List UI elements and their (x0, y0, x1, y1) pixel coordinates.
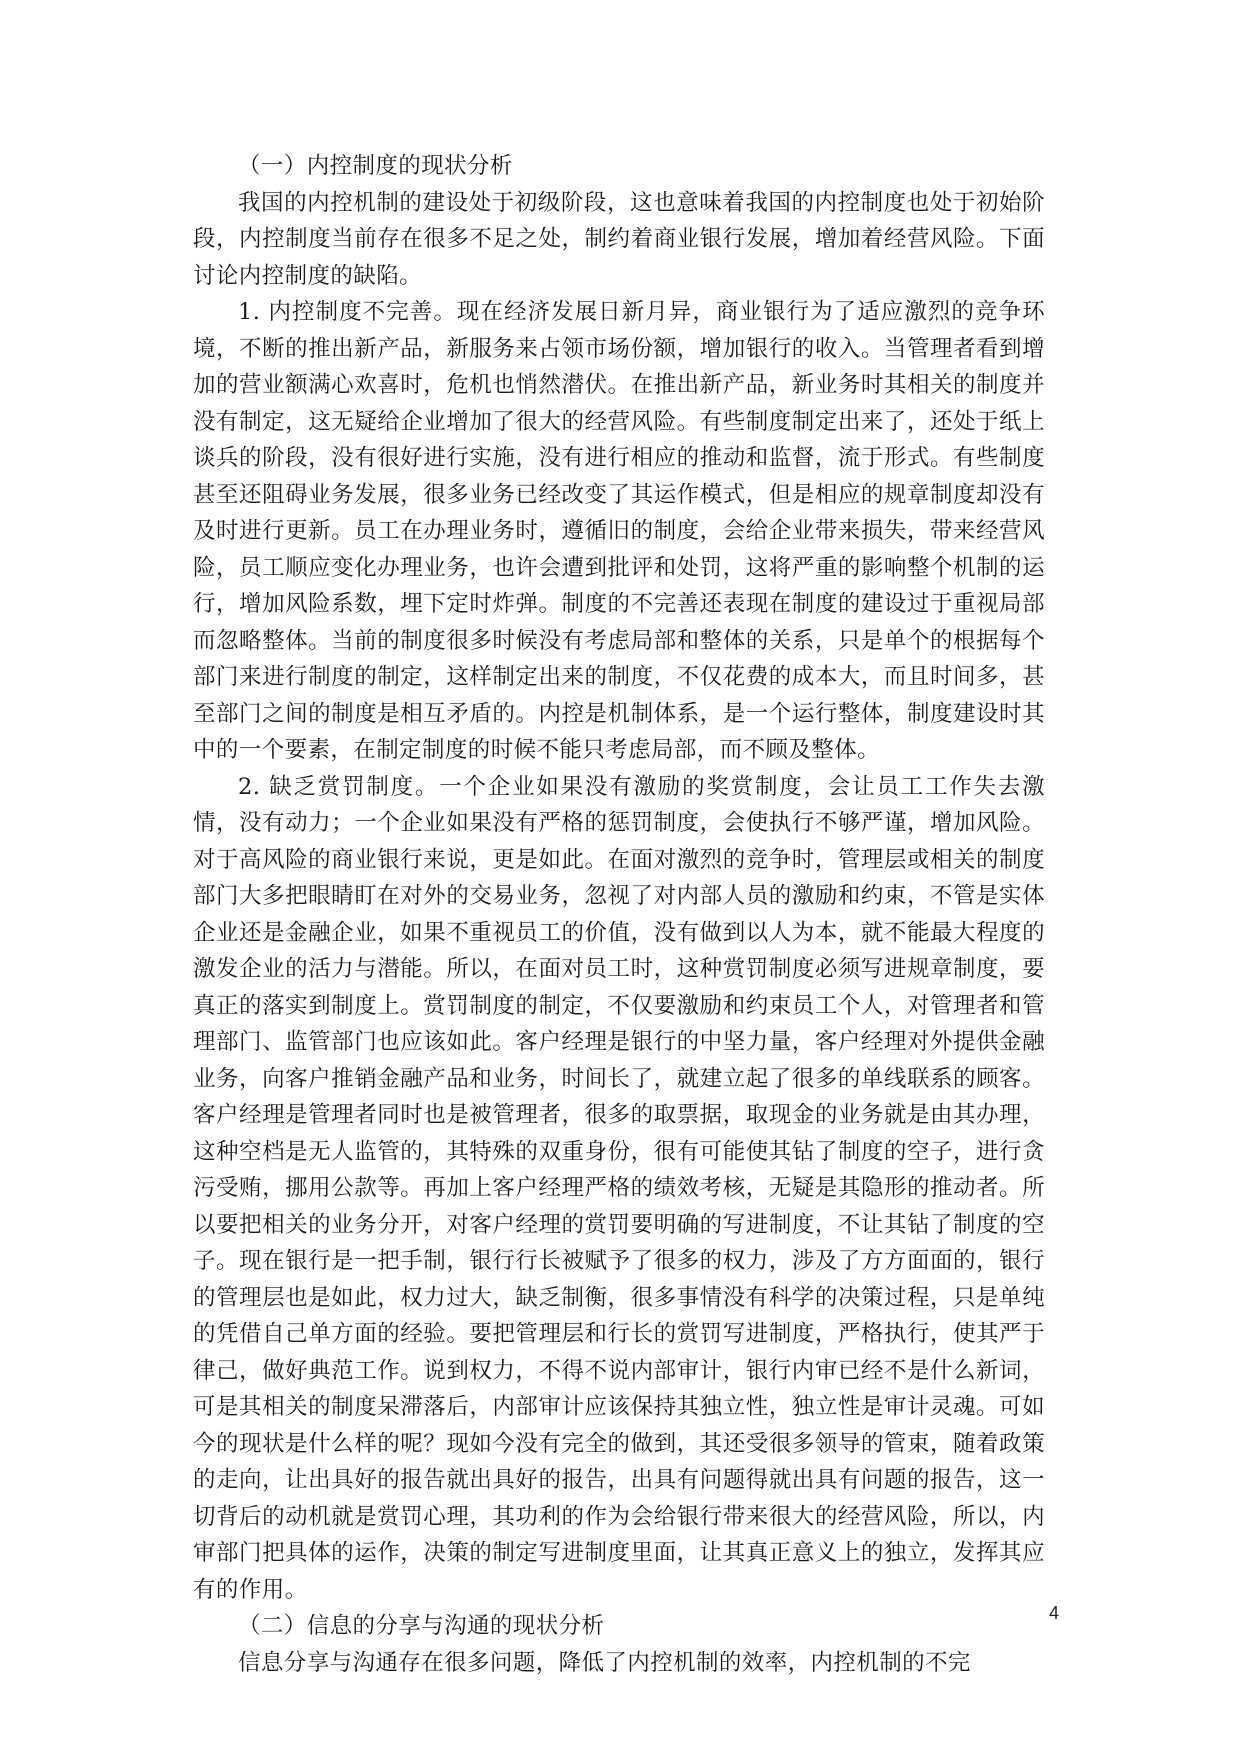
paragraph-info: 信息分享与沟通存在很多问题，降低了内控机制的效率，内控机制的不完 (238, 1649, 971, 1676)
section-heading-2: （二）信息的分享与沟通的现状分析 (238, 1613, 605, 1639)
paragraph-intro: 我国的内控机制的建设处于初级阶段，这也意味着我国的内控制度也处于初始阶段，内控制度当前存在很多不足之处，制约着商业银行发展，增加着经营风险。下面讨论内控制度的缺陷。 (193, 189, 1045, 289)
paragraph-item-2: 2. 缺乏赏罚制度。一个企业如果没有激励的奖赏制度，会让员工工作失去激情，没有动力；一个企业如果没有严格的惩罚制度，会使执行不够严谨，增加风险。对于高风险的商业银行来说，更是如此。在面对激烈的竞争时，管理层或相关的制度部门大多把眼睛盯在对外的交易业务，忽视了对内部人员的激励和约束，不管是实体企业还是金融企业，如果不重视员工的价值，没有做到以人为本，就不能最大程度的激发企业的活力与潜能。所以，在面对员工时，这种赏罚制度必须写进规章制度，要真正的落实到制度上。赏罚制度的制定，不仅要激励和约束员工个人，对管理者和管理部门、监管部门也应该如此。客户经理是银行的中坚力量，客户经理对外提供金融业务，向客户推销金融产品和业务，时间长了，就建立起了很多的单线联系的顾客。客户经理是管理者同时也是被管理者，很多的取票据，取现金的业务就是由其办理，这种空档是无人监管的，其特殊的双重身份，很有可能使其钻了制度的空子，进行贪污受贿，挪用公款等。再加上客户经理严格的绩效考核，无疑是其隐形的推动者。所以要把相关的业务分开，对客户经理的赏罚要明确的写进制度，不让其钻了制度的空子。现在银行是一把手制，银行行长被赋予了很多的权力，涉及了方方面面的，银行的管理层也是如此，权力过大，缺乏制衡，很多事情没有科学的决策过程，只是单纯的凭借自己单方面的经验。要把管理层和行长的赏罚写进制度，严格执行，使其严于律己，做好典范工作。说到权力，不得不说内部审计，银行内审已经不是什么新词，可是其相关的制度呆滞落后，内部审计应该保持其独立性，独立性是审计灵魂。可如今的现状是什么样的呢？现如今没有完全的做到，其还受很多领导的管束，随着政策的走向，让出具好的报告就出具好的报告，出具有问题得就出具有问题的报告，这一切背后的动机就是赏罚心理，其功利的作为会给银行带来很大的经营风险，所以，内审部门把具体的运作，决策的制定写进制度里面，让其真正意义上的独立，发挥其应有的作用。 (193, 773, 1045, 1603)
section-heading-1: （一）内控制度的现状分析 (238, 153, 513, 179)
paragraph-item-1: 1. 内控制度不完善。现在经济发展日新月异，商业银行为了适应激烈的竞争环境，不断的推出新产品，新服务来占领市场份额，增加银行的收入。当管理者看到增加的营业额满心欢喜时，危机也悄然潜伏。在推出新产品，新业务时其相关的制度并没有制定，这无疑给企业增加了很大的经营风险。有些制度制定出来了，还处于纸上谈兵的阶段，没有很好进行实施，没有进行相应的推动和监督，流于形式。有些制度甚至还阻碍业务发展，很多业务已经改变了其运作模式，但是相应的规章制度却没有及时进行更新。员工在办理业务时，遵循旧的制度，会给企业带来损失，带来经营风险，员工顺应变化办理业务，也许会遭到批评和处罚，这将严重的影响整个机制的运行，增加风险系数，埋下定时炸弹。制度的不完善还表现在制度的建设过于重视局部而忽略整体。当前的制度很多时候没有考虑局部和整体的关系，只是单个的根据每个部门来进行制度的制定，这样制定出来的制度，不仅花费的成本大，而且时间多，甚至部门之间的制度是相互矛盾的。内控是机制体系，是一个运行整体，制度建设时其中的一个要素，在制定制度的时候不能只考虑局部，而不顾及整体。 (193, 299, 1045, 763)
page-body (193, 148, 1045, 1681)
page-number: 4 (1048, 1603, 1059, 1623)
